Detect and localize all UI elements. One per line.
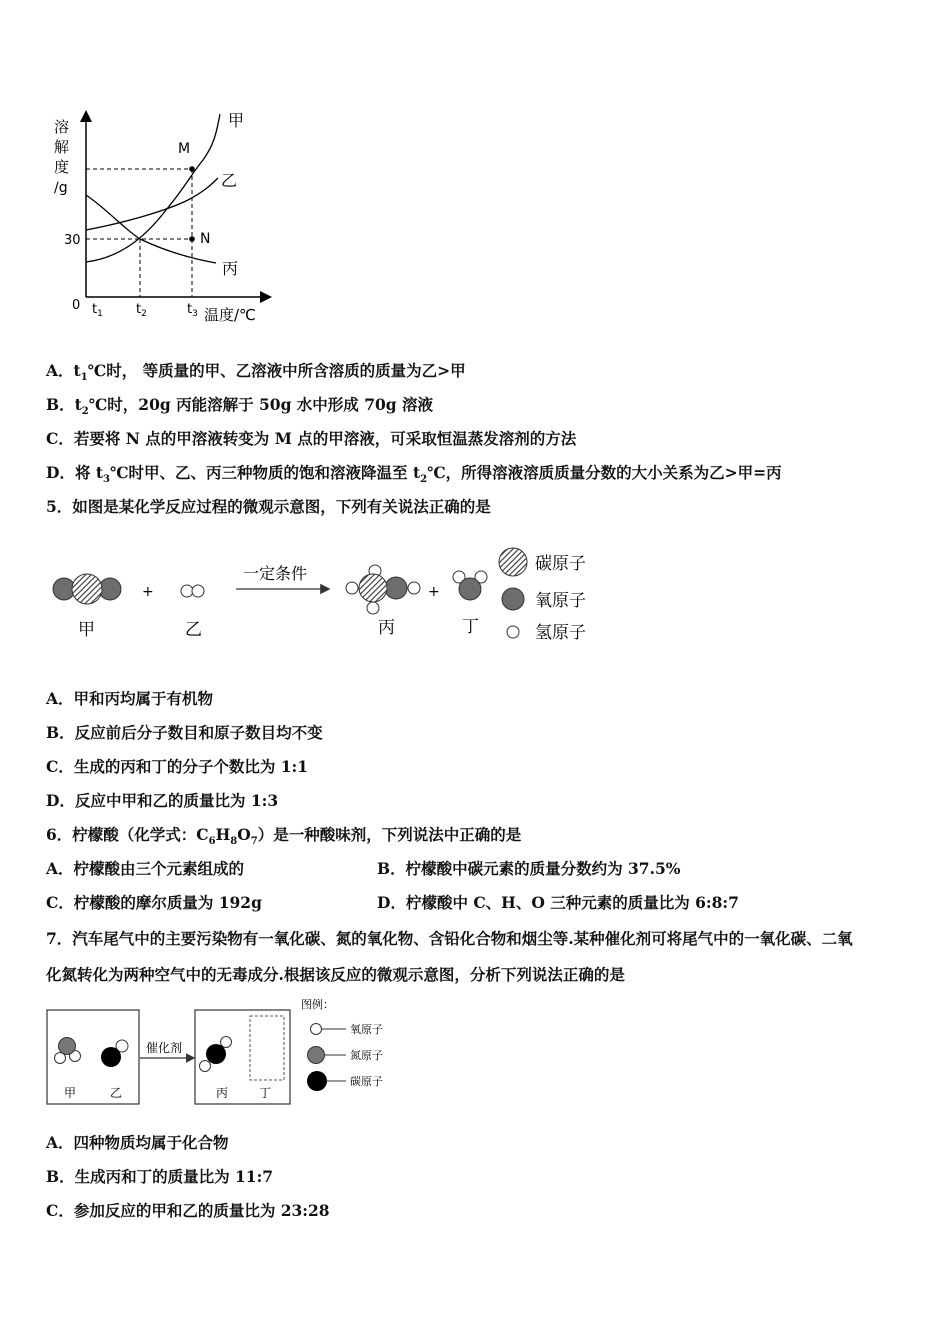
q6-option-a: A．柠檬酸由三个元素组成的 xyxy=(46,859,245,878)
legend-hydrogen-label: 氢原子 xyxy=(535,623,586,643)
q5-label-jia: 甲 xyxy=(78,620,95,640)
y-label-1: 溶 xyxy=(54,118,70,136)
q7-label-yi: 乙 xyxy=(110,1086,123,1100)
legend-carbon-label: 碳原子 xyxy=(350,1075,383,1088)
tick-t2: $t_2$ xyxy=(136,302,147,319)
reaction-condition: 一定条件 xyxy=(243,564,308,583)
y-label-2: 解 xyxy=(54,138,70,156)
legend-nitrogen-icon xyxy=(308,1047,325,1064)
y-label-3: 度 xyxy=(54,158,70,176)
legend-carbon-icon xyxy=(499,548,527,576)
q7-stem-line2: 化氮转化为两种空气中的无毒成分.根据该反应的微观示意图，分析下列说法正确的是 xyxy=(46,965,625,984)
legend-oxygen-icon xyxy=(502,588,524,610)
q6-option-b: B．柠檬酸中碳元素的质量分数约为 37.5% xyxy=(377,859,681,878)
q6-stem: 6．柠檬酸（化学式：$C_6H_8O_7$）是一种酸味剂，下列说法中正确的是 xyxy=(46,825,522,848)
tick-t3: $t_3$ xyxy=(187,302,198,319)
q5-plus-2: + xyxy=(428,584,440,600)
curve-yi xyxy=(86,178,218,230)
molecule-ding xyxy=(453,571,487,600)
q7-reaction-diagram xyxy=(46,994,396,1109)
label-jia: 甲 xyxy=(228,111,245,130)
q5-label-ding: 丁 xyxy=(462,617,479,637)
curve-bing xyxy=(86,195,216,263)
q5-stem: 5．如图是某化学反应过程的微观示意图，下列有关说法正确的是 xyxy=(46,497,491,516)
legend-carbon-icon xyxy=(307,1071,327,1091)
q4-option-c: C．若要将 N 点的甲溶液转变为 M 点的甲溶液，可采取恒温蒸发溶剂的方法 xyxy=(46,429,577,448)
q7-stem-line1: 7．汽车尾气中的主要污染物有一氧化碳、氮的氧化物、含铅化合物和烟尘等.某种催化剂可将尾气中的一氧化碳、二氧 xyxy=(46,929,853,948)
q5-label-bing: 丙 xyxy=(378,618,395,638)
x-axis-label: 温度/℃ xyxy=(204,306,256,324)
molecule-yi xyxy=(181,585,204,597)
q7-option-a: A．四种物质均属于化合物 xyxy=(46,1133,229,1152)
q7-label-ding: 丁 xyxy=(259,1086,272,1100)
q5-label-yi: 乙 xyxy=(185,620,202,640)
q5-option-b: B．反应前后分子数目和原子数目均不变 xyxy=(46,723,323,742)
q7-option-c: C．参加反应的甲和乙的质量比为 23:28 xyxy=(46,1201,330,1220)
legend-title: 图例： xyxy=(301,998,334,1011)
legend-hydrogen-icon xyxy=(507,626,519,638)
point-m-label: M xyxy=(178,141,191,157)
q5-reaction-diagram xyxy=(46,540,606,650)
q4-option-a: A．$t_1℃$时， 等质量的甲、乙溶液中所含溶质的质量为乙>甲 xyxy=(46,361,466,384)
label-yi: 乙 xyxy=(221,171,238,190)
q5-option-d: D．反应中甲和乙的质量比为 1:3 xyxy=(46,791,279,810)
label-bing: 丙 xyxy=(222,259,239,278)
molecule-bing xyxy=(346,565,420,614)
y-tick-30: 30 xyxy=(64,233,81,248)
q5-option-a: A．甲和丙均属于有机物 xyxy=(46,689,214,708)
molecule-jia xyxy=(53,574,121,604)
point-m-dot xyxy=(189,166,195,172)
y-label-4: /g xyxy=(54,180,68,196)
legend-oxygen-label: 氧原子 xyxy=(350,1023,383,1036)
catalyst-label: 催化剂 xyxy=(146,1041,183,1055)
q5-plus-1: + xyxy=(142,584,154,600)
legend-oxygen-icon xyxy=(311,1024,322,1035)
legend-carbon-label: 碳原子 xyxy=(535,554,586,574)
legend-nitrogen-label: 氮原子 xyxy=(350,1049,383,1062)
q7-label-jia: 甲 xyxy=(64,1086,77,1100)
point-n-dot xyxy=(189,236,195,242)
point-n-label: N xyxy=(200,231,211,247)
q6-option-c: C．柠檬酸的摩尔质量为 192g xyxy=(46,893,262,912)
q7-label-bing: 丙 xyxy=(216,1086,229,1100)
q4-option-b: B．$t_2℃$时，20g 丙能溶解于 50g 水中形成 70g 溶液 xyxy=(46,395,434,418)
tick-t1: $t_1$ xyxy=(92,302,103,319)
q5-option-c: C．生成的丙和丁的分子个数比为 1:1 xyxy=(46,757,309,776)
solubility-chart xyxy=(48,100,278,330)
origin-label: 0 xyxy=(72,298,81,313)
q7-option-b: B．生成丙和丁的质量比为 11:7 xyxy=(46,1167,274,1186)
q4-option-d: D．将 $t_3℃$时甲、乙、丙三种物质的饱和溶液降温至 $t_2℃$，所得溶液溶质质量分数的大小关系为乙>甲=丙 xyxy=(46,463,782,486)
legend-oxygen-label: 氧原子 xyxy=(535,591,586,611)
q6-option-d: D．柠檬酸中 C、H、O 三种元素的质量比为 6:8:7 xyxy=(377,893,739,912)
